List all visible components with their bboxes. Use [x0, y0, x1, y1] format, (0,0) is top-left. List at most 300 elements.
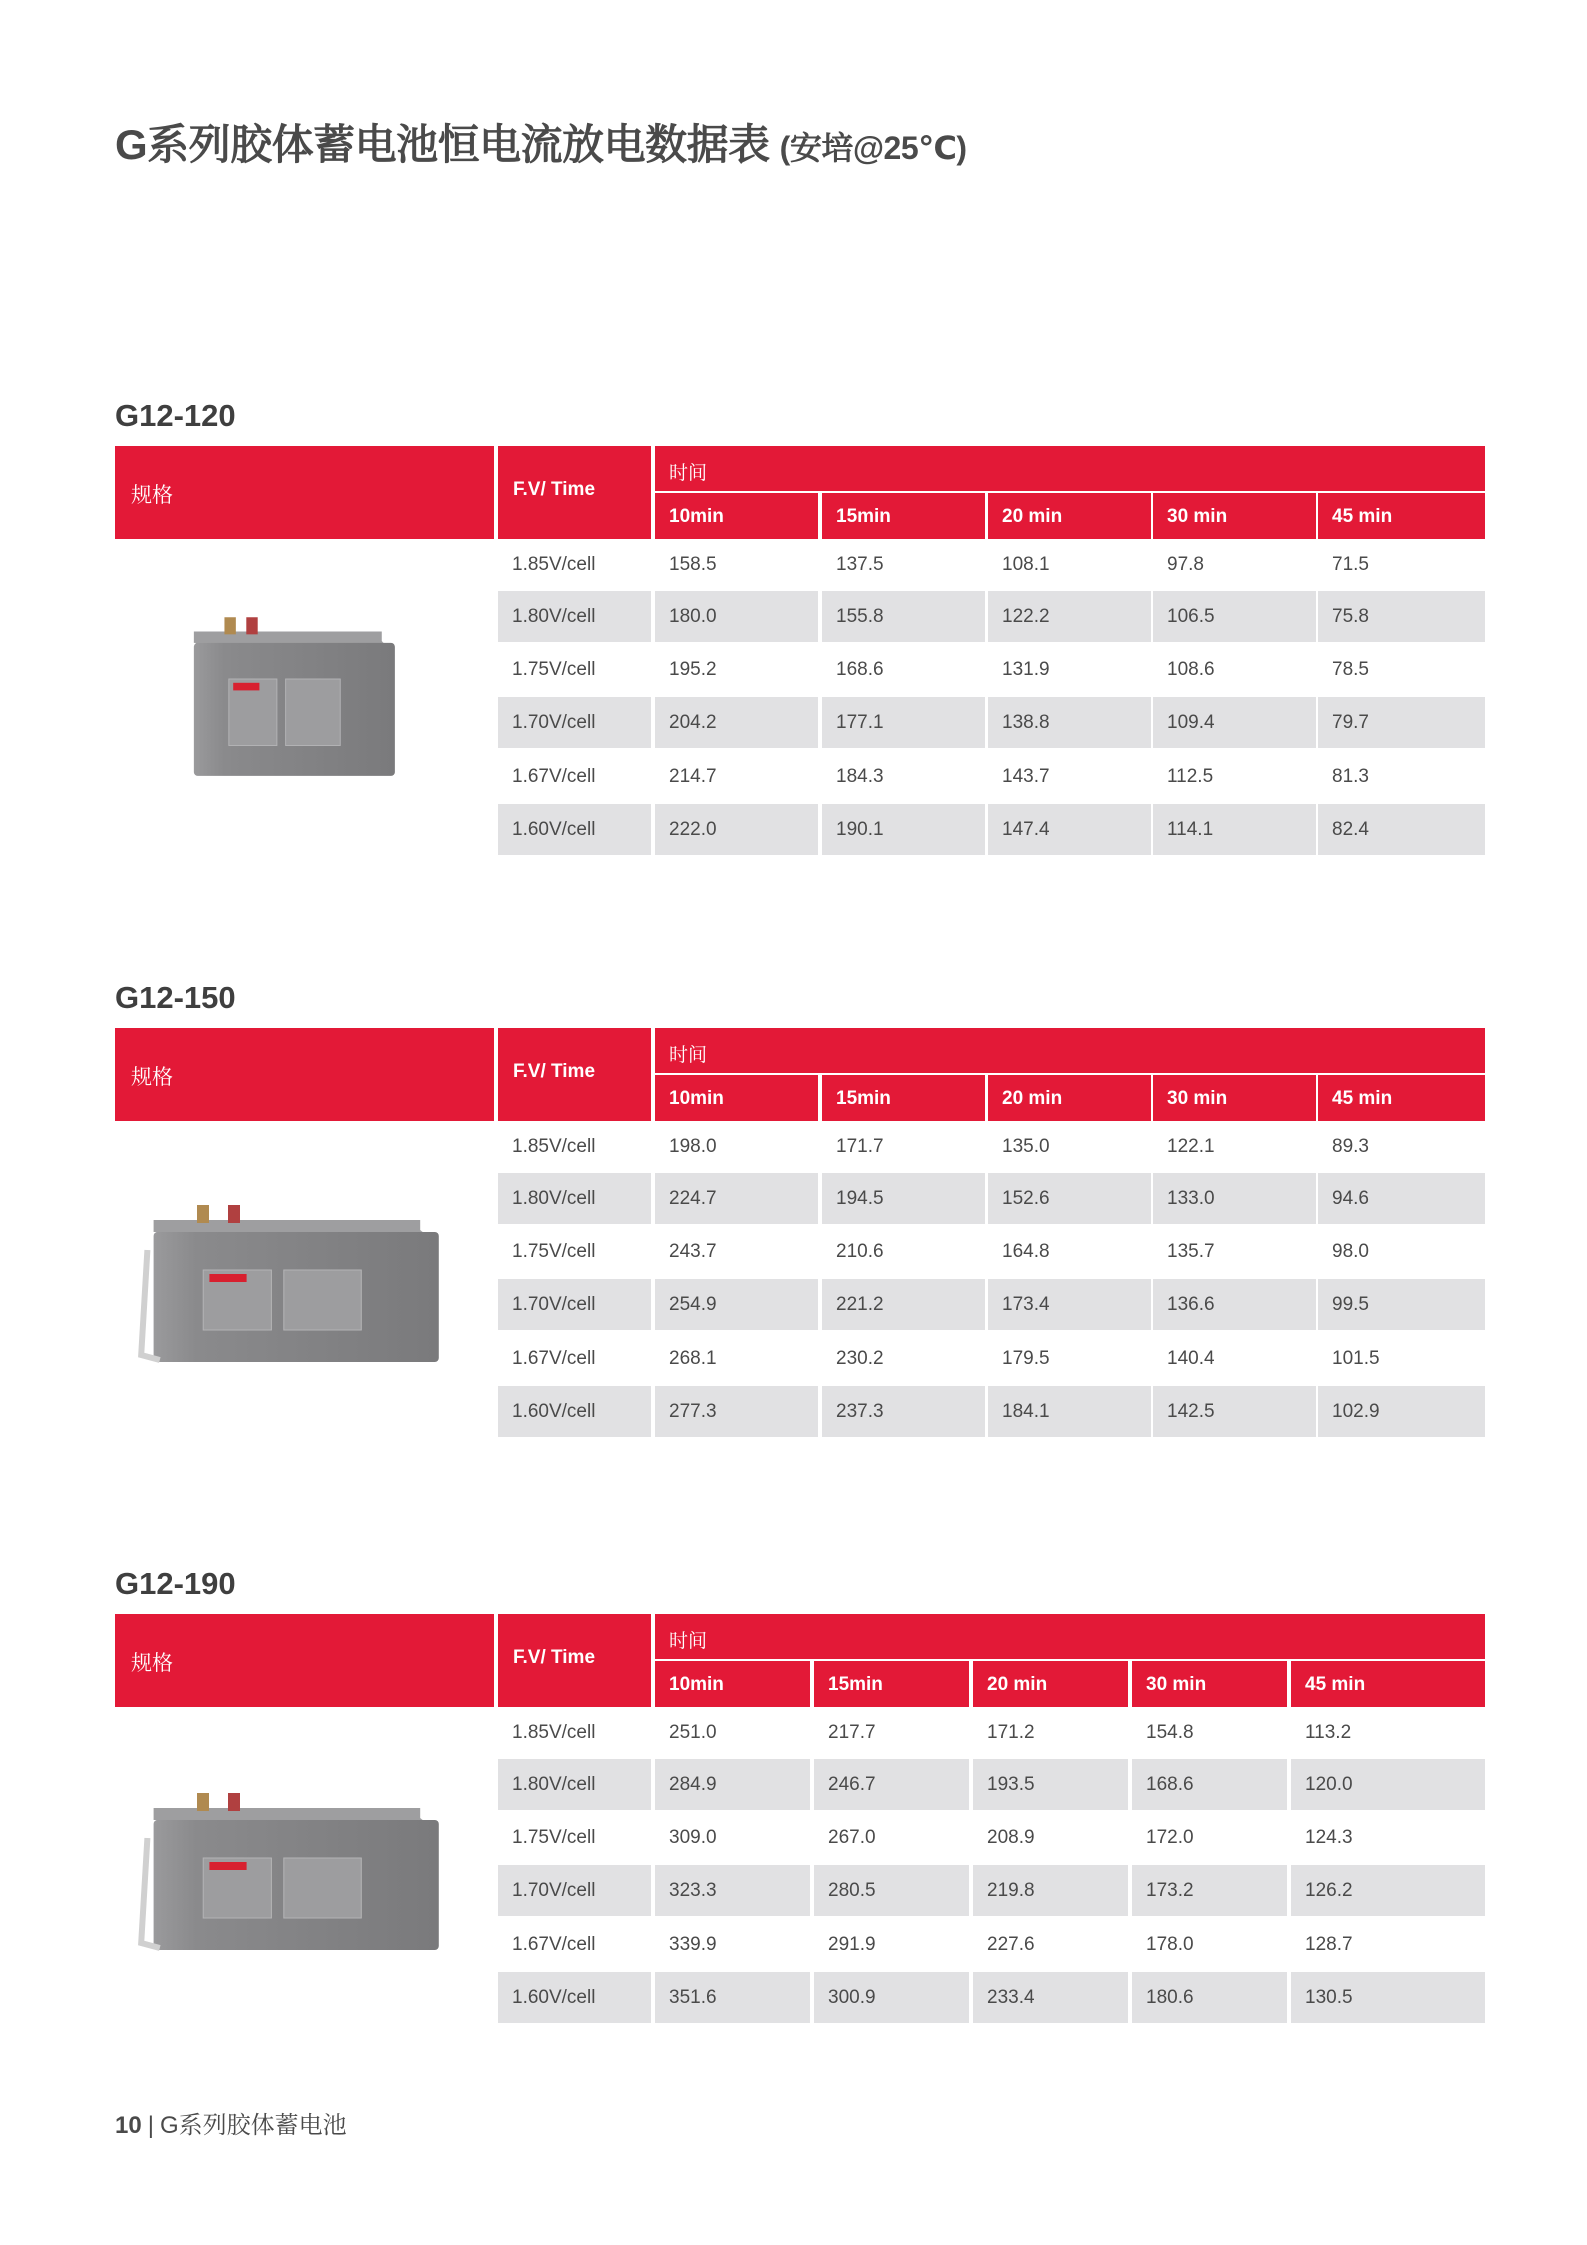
value-cell: [973, 1759, 1128, 1810]
value-cell: [655, 1333, 818, 1384]
value-cell: [1153, 1173, 1316, 1224]
current-value: 89.3: [1332, 1136, 1369, 1157]
current-value: 214.7: [669, 766, 717, 787]
model-name: G12-150: [115, 980, 236, 1015]
current-value: 99.5: [1332, 1294, 1369, 1315]
current-value: 81.3: [1332, 766, 1369, 787]
value-cell: [822, 1333, 985, 1384]
current-value: 179.5: [1002, 1348, 1050, 1369]
value-cell: [655, 751, 818, 802]
fv-value: 1.85V/cell: [512, 1136, 596, 1157]
value-cell: [1153, 1386, 1316, 1437]
column-header: [988, 1075, 1151, 1121]
current-value: 135.7: [1167, 1241, 1215, 1262]
current-value: 143.7: [1002, 766, 1050, 787]
fv-value: 1.70V/cell: [512, 712, 596, 733]
current-value: 198.0: [669, 1136, 717, 1157]
fv-value: 1.85V/cell: [512, 1722, 596, 1743]
column-header-label: 45 min: [1305, 1674, 1366, 1695]
current-value: 208.9: [987, 1827, 1035, 1848]
fv-cell: [498, 1919, 651, 1970]
header-fv-time: [498, 446, 651, 539]
column-header-label: 20 min: [1002, 1088, 1063, 1109]
value-cell: [822, 1279, 985, 1330]
current-value: 268.1: [669, 1348, 717, 1369]
value-cell: [1318, 539, 1485, 590]
header-fv-time-label: F.V/ Time: [513, 479, 596, 500]
header-columns: [655, 1661, 1485, 1707]
value-cell: [1153, 1279, 1316, 1330]
fv-value: 1.60V/cell: [512, 819, 596, 840]
value-cell: [988, 697, 1151, 748]
value-cell: [1318, 1173, 1485, 1224]
value-cell: [988, 1386, 1151, 1437]
value-cell: [1153, 804, 1316, 855]
value-cell: [988, 1279, 1151, 1330]
column-header-label: 45 min: [1332, 506, 1393, 527]
current-value: 309.0: [669, 1827, 717, 1848]
column-header: [988, 493, 1151, 539]
value-cell: [1132, 1865, 1287, 1916]
value-cell: [655, 1173, 818, 1224]
current-value: 120.0: [1305, 1774, 1353, 1795]
header-time-label: 时间: [669, 1045, 708, 1066]
fv-value: 1.85V/cell: [512, 554, 596, 575]
value-cell: [1291, 1812, 1485, 1863]
fv-value: 1.60V/cell: [512, 1987, 596, 2008]
current-value: 224.7: [669, 1188, 717, 1209]
value-cell: [1132, 1707, 1287, 1758]
fv-value: 1.75V/cell: [512, 1827, 596, 1848]
footer-separator: |: [147, 2112, 154, 2139]
value-cell: [1153, 751, 1316, 802]
value-cell: [655, 1919, 810, 1970]
column-header: [1318, 1075, 1485, 1121]
current-value: 230.2: [836, 1348, 884, 1369]
fv-cell: [498, 1707, 651, 1758]
value-cell: [1153, 1333, 1316, 1384]
page-number: 10: [115, 2112, 142, 2139]
header-time: [655, 446, 1485, 491]
current-value: 137.5: [836, 554, 884, 575]
current-value: 155.8: [836, 606, 884, 627]
fv-value: 1.67V/cell: [512, 766, 596, 787]
value-cell: [822, 591, 985, 642]
value-cell: [655, 644, 818, 695]
current-value: 210.6: [836, 1241, 884, 1262]
current-value: 246.7: [828, 1774, 876, 1795]
page-title: [115, 112, 967, 172]
current-value: 140.4: [1167, 1348, 1215, 1369]
column-header: [1153, 493, 1316, 539]
value-cell: [655, 1386, 818, 1437]
current-value: 158.5: [669, 554, 717, 575]
header-columns: [655, 493, 1485, 539]
current-value: 194.5: [836, 1188, 884, 1209]
column-header: [1132, 1661, 1287, 1707]
header-spec: [115, 446, 494, 539]
current-value: 173.2: [1146, 1880, 1194, 1901]
column-header-label: 30 min: [1167, 1088, 1228, 1109]
current-value: 124.3: [1305, 1827, 1353, 1848]
value-cell: [988, 751, 1151, 802]
value-cell: [655, 539, 818, 590]
current-value: 138.8: [1002, 712, 1050, 733]
fv-cell: [498, 1865, 651, 1916]
current-value: 114.1: [1167, 819, 1214, 840]
current-value: 251.0: [669, 1722, 717, 1743]
table-row: [498, 1865, 1485, 1916]
value-cell: [1132, 1759, 1287, 1810]
value-cell: [1153, 1121, 1316, 1172]
current-value: 284.9: [669, 1774, 717, 1795]
column-header-label: 10min: [669, 1674, 724, 1695]
current-value: 106.5: [1167, 606, 1215, 627]
column-header-label: 30 min: [1167, 506, 1228, 527]
fv-cell: [498, 804, 651, 855]
current-value: 195.2: [669, 659, 717, 680]
table-row: [498, 1812, 1485, 1863]
header-time-label: 时间: [669, 463, 708, 484]
value-cell: [1132, 1812, 1287, 1863]
value-cell: [655, 1759, 810, 1810]
header-time-label: 时间: [669, 1631, 708, 1652]
current-value: 351.6: [669, 1987, 717, 2008]
value-cell: [1318, 591, 1485, 642]
current-value: 71.5: [1332, 554, 1369, 575]
header-spec: [115, 1028, 494, 1121]
value-cell: [822, 644, 985, 695]
value-cell: [1318, 804, 1485, 855]
current-value: 142.5: [1167, 1401, 1215, 1422]
value-cell: [655, 1226, 818, 1277]
value-cell: [988, 1333, 1151, 1384]
current-value: 168.6: [836, 659, 884, 680]
value-cell: [655, 1279, 818, 1330]
value-cell: [1291, 1707, 1485, 1758]
battery-section: [115, 398, 1485, 868]
fv-value: 1.67V/cell: [512, 1934, 596, 1955]
current-value: 133.0: [1167, 1188, 1215, 1209]
current-value: 112.5: [1167, 766, 1214, 787]
current-value: 193.5: [987, 1774, 1035, 1795]
fv-value: 1.80V/cell: [512, 1774, 596, 1795]
current-value: 109.4: [1167, 712, 1215, 733]
value-cell: [1291, 1972, 1485, 2023]
table-row: [498, 751, 1485, 802]
value-cell: [1318, 1226, 1485, 1277]
header-fv-time: [498, 1028, 651, 1121]
current-value: 217.7: [828, 1722, 876, 1743]
value-cell: [1318, 1386, 1485, 1437]
value-cell: [973, 1812, 1128, 1863]
column-header-label: 10min: [669, 1088, 724, 1109]
current-value: 171.7: [836, 1136, 884, 1157]
table-row: [498, 591, 1485, 642]
value-cell: [655, 1121, 818, 1172]
value-cell: [973, 1919, 1128, 1970]
value-cell: [988, 591, 1151, 642]
value-cell: [655, 804, 818, 855]
current-value: 82.4: [1332, 819, 1369, 840]
fv-cell: [498, 1279, 651, 1330]
table-row: [498, 644, 1485, 695]
current-value: 75.8: [1332, 606, 1369, 627]
column-header: [822, 493, 985, 539]
current-value: 219.8: [987, 1880, 1035, 1901]
header-spec-label: 规格: [131, 1652, 173, 1675]
current-value: 164.8: [1002, 1241, 1050, 1262]
value-cell: [655, 1972, 810, 2023]
current-value: 108.1: [1002, 554, 1050, 575]
value-cell: [1318, 751, 1485, 802]
fv-cell: [498, 1812, 651, 1863]
current-value: 339.9: [669, 1934, 717, 1955]
current-value: 113.2: [1305, 1722, 1352, 1743]
value-cell: [655, 591, 818, 642]
table-header: [115, 1028, 1485, 1121]
column-header: [655, 1075, 818, 1121]
header-time: [655, 1614, 1485, 1659]
value-cell: [1153, 591, 1316, 642]
current-value: 101.5: [1332, 1348, 1380, 1369]
current-value: 277.3: [669, 1401, 717, 1422]
value-cell: [973, 1865, 1128, 1916]
value-cell: [1153, 697, 1316, 748]
fv-cell: [498, 751, 651, 802]
column-header: [655, 493, 818, 539]
table-row: [498, 1279, 1485, 1330]
page-title-text: G系列胶体蓄电池恒电流放电数据表: [115, 121, 770, 168]
current-value: 122.2: [1002, 606, 1050, 627]
column-header-label: 20 min: [987, 1674, 1048, 1695]
table-row: [498, 697, 1485, 748]
current-value: 136.6: [1167, 1294, 1215, 1315]
fv-cell: [498, 644, 651, 695]
value-cell: [1153, 1226, 1316, 1277]
fv-cell: [498, 1226, 651, 1277]
value-cell: [822, 751, 985, 802]
header-columns: [655, 1075, 1485, 1121]
current-value: 178.0: [1146, 1934, 1194, 1955]
value-cell: [973, 1972, 1128, 2023]
value-cell: [1318, 1279, 1485, 1330]
current-value: 254.9: [669, 1294, 717, 1315]
table-header: [115, 1614, 1485, 1707]
footer-text: G系列胶体蓄电池: [159, 2112, 347, 2139]
value-cell: [1153, 644, 1316, 695]
value-cell: [822, 697, 985, 748]
table-header: [115, 446, 1485, 539]
column-header: [655, 1661, 810, 1707]
current-value: 78.5: [1332, 659, 1369, 680]
current-value: 243.7: [669, 1241, 717, 1262]
current-value: 94.6: [1332, 1188, 1369, 1209]
value-cell: [822, 804, 985, 855]
table-row: [498, 539, 1485, 590]
value-cell: [814, 1759, 969, 1810]
value-cell: [1318, 644, 1485, 695]
value-cell: [822, 1386, 985, 1437]
value-cell: [814, 1812, 969, 1863]
fv-value: 1.75V/cell: [512, 659, 596, 680]
battery-section: [115, 1566, 1485, 2036]
current-value: 180.0: [669, 606, 717, 627]
battery-image: [175, 603, 425, 798]
current-value: 128.7: [1305, 1934, 1353, 1955]
column-header: [814, 1661, 969, 1707]
fv-value: 1.60V/cell: [512, 1401, 596, 1422]
current-value: 154.8: [1146, 1722, 1194, 1743]
current-value: 168.6: [1146, 1774, 1194, 1795]
fv-value: 1.70V/cell: [512, 1294, 596, 1315]
current-value: 184.1: [1002, 1401, 1050, 1422]
table-row: [498, 1919, 1485, 1970]
battery-section: [115, 980, 1485, 1450]
current-value: 204.2: [669, 712, 717, 733]
current-value: 102.9: [1332, 1401, 1380, 1422]
current-value: 323.3: [669, 1880, 717, 1901]
current-value: 267.0: [828, 1827, 876, 1848]
table-row: [498, 1972, 1485, 2023]
fv-value: 1.67V/cell: [512, 1348, 596, 1369]
value-cell: [655, 1865, 810, 1916]
table-row: [498, 1173, 1485, 1224]
current-value: 171.2: [987, 1722, 1035, 1743]
fv-cell: [498, 1121, 651, 1172]
value-cell: [655, 697, 818, 748]
table-row: [498, 804, 1485, 855]
header-spec: [115, 1614, 494, 1707]
current-value: 135.0: [1002, 1136, 1050, 1157]
battery-image: [135, 1190, 385, 1395]
value-cell: [822, 539, 985, 590]
value-cell: [1132, 1919, 1287, 1970]
current-value: 79.7: [1332, 712, 1369, 733]
value-cell: [988, 539, 1151, 590]
table-row: [498, 1386, 1485, 1437]
current-value: 184.3: [836, 766, 884, 787]
column-header: [822, 1075, 985, 1121]
column-header-label: 15min: [828, 1674, 883, 1695]
value-cell: [1318, 1333, 1485, 1384]
value-cell: [973, 1707, 1128, 1758]
column-header: [973, 1661, 1128, 1707]
table-row: [498, 1707, 1485, 1758]
column-header: [1291, 1661, 1485, 1707]
current-value: 172.0: [1146, 1827, 1194, 1848]
current-value: 180.6: [1146, 1987, 1194, 2008]
column-header-label: 45 min: [1332, 1088, 1393, 1109]
fv-cell: [498, 1972, 651, 2023]
battery-image: [135, 1778, 385, 1983]
value-cell: [988, 1121, 1151, 1172]
table-row: [498, 1226, 1485, 1277]
current-value: 190.1: [836, 819, 884, 840]
model-name: G12-190: [115, 1566, 236, 1601]
fv-cell: [498, 1173, 651, 1224]
value-cell: [822, 1226, 985, 1277]
fv-cell: [498, 591, 651, 642]
current-value: 222.0: [669, 819, 717, 840]
current-value: 147.4: [1002, 819, 1050, 840]
value-cell: [988, 1173, 1151, 1224]
header-fv-time: [498, 1614, 651, 1707]
value-cell: [814, 1707, 969, 1758]
current-value: 237.3: [836, 1401, 884, 1422]
current-value: 122.1: [1167, 1136, 1215, 1157]
fv-value: 1.80V/cell: [512, 606, 596, 627]
column-header-label: 10min: [669, 506, 724, 527]
header-spec-label: 规格: [131, 1066, 173, 1089]
value-cell: [1318, 1121, 1485, 1172]
header-fv-time-label: F.V/ Time: [513, 1647, 596, 1668]
current-value: 173.4: [1002, 1294, 1050, 1315]
current-value: 300.9: [828, 1987, 876, 2008]
value-cell: [1291, 1919, 1485, 1970]
column-header-label: 20 min: [1002, 506, 1063, 527]
value-cell: [814, 1972, 969, 2023]
value-cell: [814, 1919, 969, 1970]
value-cell: [1153, 539, 1316, 590]
header-fv-time-label: F.V/ Time: [513, 1061, 596, 1082]
value-cell: [1291, 1759, 1485, 1810]
header-spec-label: 规格: [131, 484, 173, 507]
column-header-label: 15min: [836, 1088, 891, 1109]
current-value: 221.2: [836, 1294, 884, 1315]
value-cell: [822, 1173, 985, 1224]
header-time: [655, 1028, 1485, 1073]
column-header-label: 15min: [836, 506, 891, 527]
fv-cell: [498, 1759, 651, 1810]
table-row: [498, 1333, 1485, 1384]
fv-cell: [498, 1386, 651, 1437]
current-value: 177.1: [836, 712, 884, 733]
current-value: 97.8: [1167, 554, 1204, 575]
table-row: [498, 1121, 1485, 1172]
value-cell: [655, 1707, 810, 1758]
current-value: 126.2: [1305, 1880, 1353, 1901]
value-cell: [988, 644, 1151, 695]
fv-cell: [498, 1333, 651, 1384]
current-value: 152.6: [1002, 1188, 1050, 1209]
column-header: [1153, 1075, 1316, 1121]
current-value: 131.9: [1002, 659, 1050, 680]
value-cell: [1318, 697, 1485, 748]
model-name: G12-120: [115, 398, 236, 433]
column-header: [1318, 493, 1485, 539]
column-header-label: 30 min: [1146, 1674, 1207, 1695]
current-value: 233.4: [987, 1987, 1035, 2008]
fv-value: 1.75V/cell: [512, 1241, 596, 1262]
value-cell: [1291, 1865, 1485, 1916]
current-value: 108.6: [1167, 659, 1215, 680]
fv-cell: [498, 697, 651, 748]
table-row: [498, 1759, 1485, 1810]
current-value: 280.5: [828, 1880, 876, 1901]
value-cell: [988, 1226, 1151, 1277]
value-cell: [814, 1865, 969, 1916]
fv-value: 1.80V/cell: [512, 1188, 596, 1209]
current-value: 130.5: [1305, 1987, 1353, 2008]
current-value: 98.0: [1332, 1241, 1369, 1262]
fv-value: 1.70V/cell: [512, 1880, 596, 1901]
value-cell: [1132, 1972, 1287, 2023]
value-cell: [655, 1812, 810, 1863]
page-footer: [115, 2105, 347, 2140]
current-value: 227.6: [987, 1934, 1035, 1955]
fv-cell: [498, 539, 651, 590]
